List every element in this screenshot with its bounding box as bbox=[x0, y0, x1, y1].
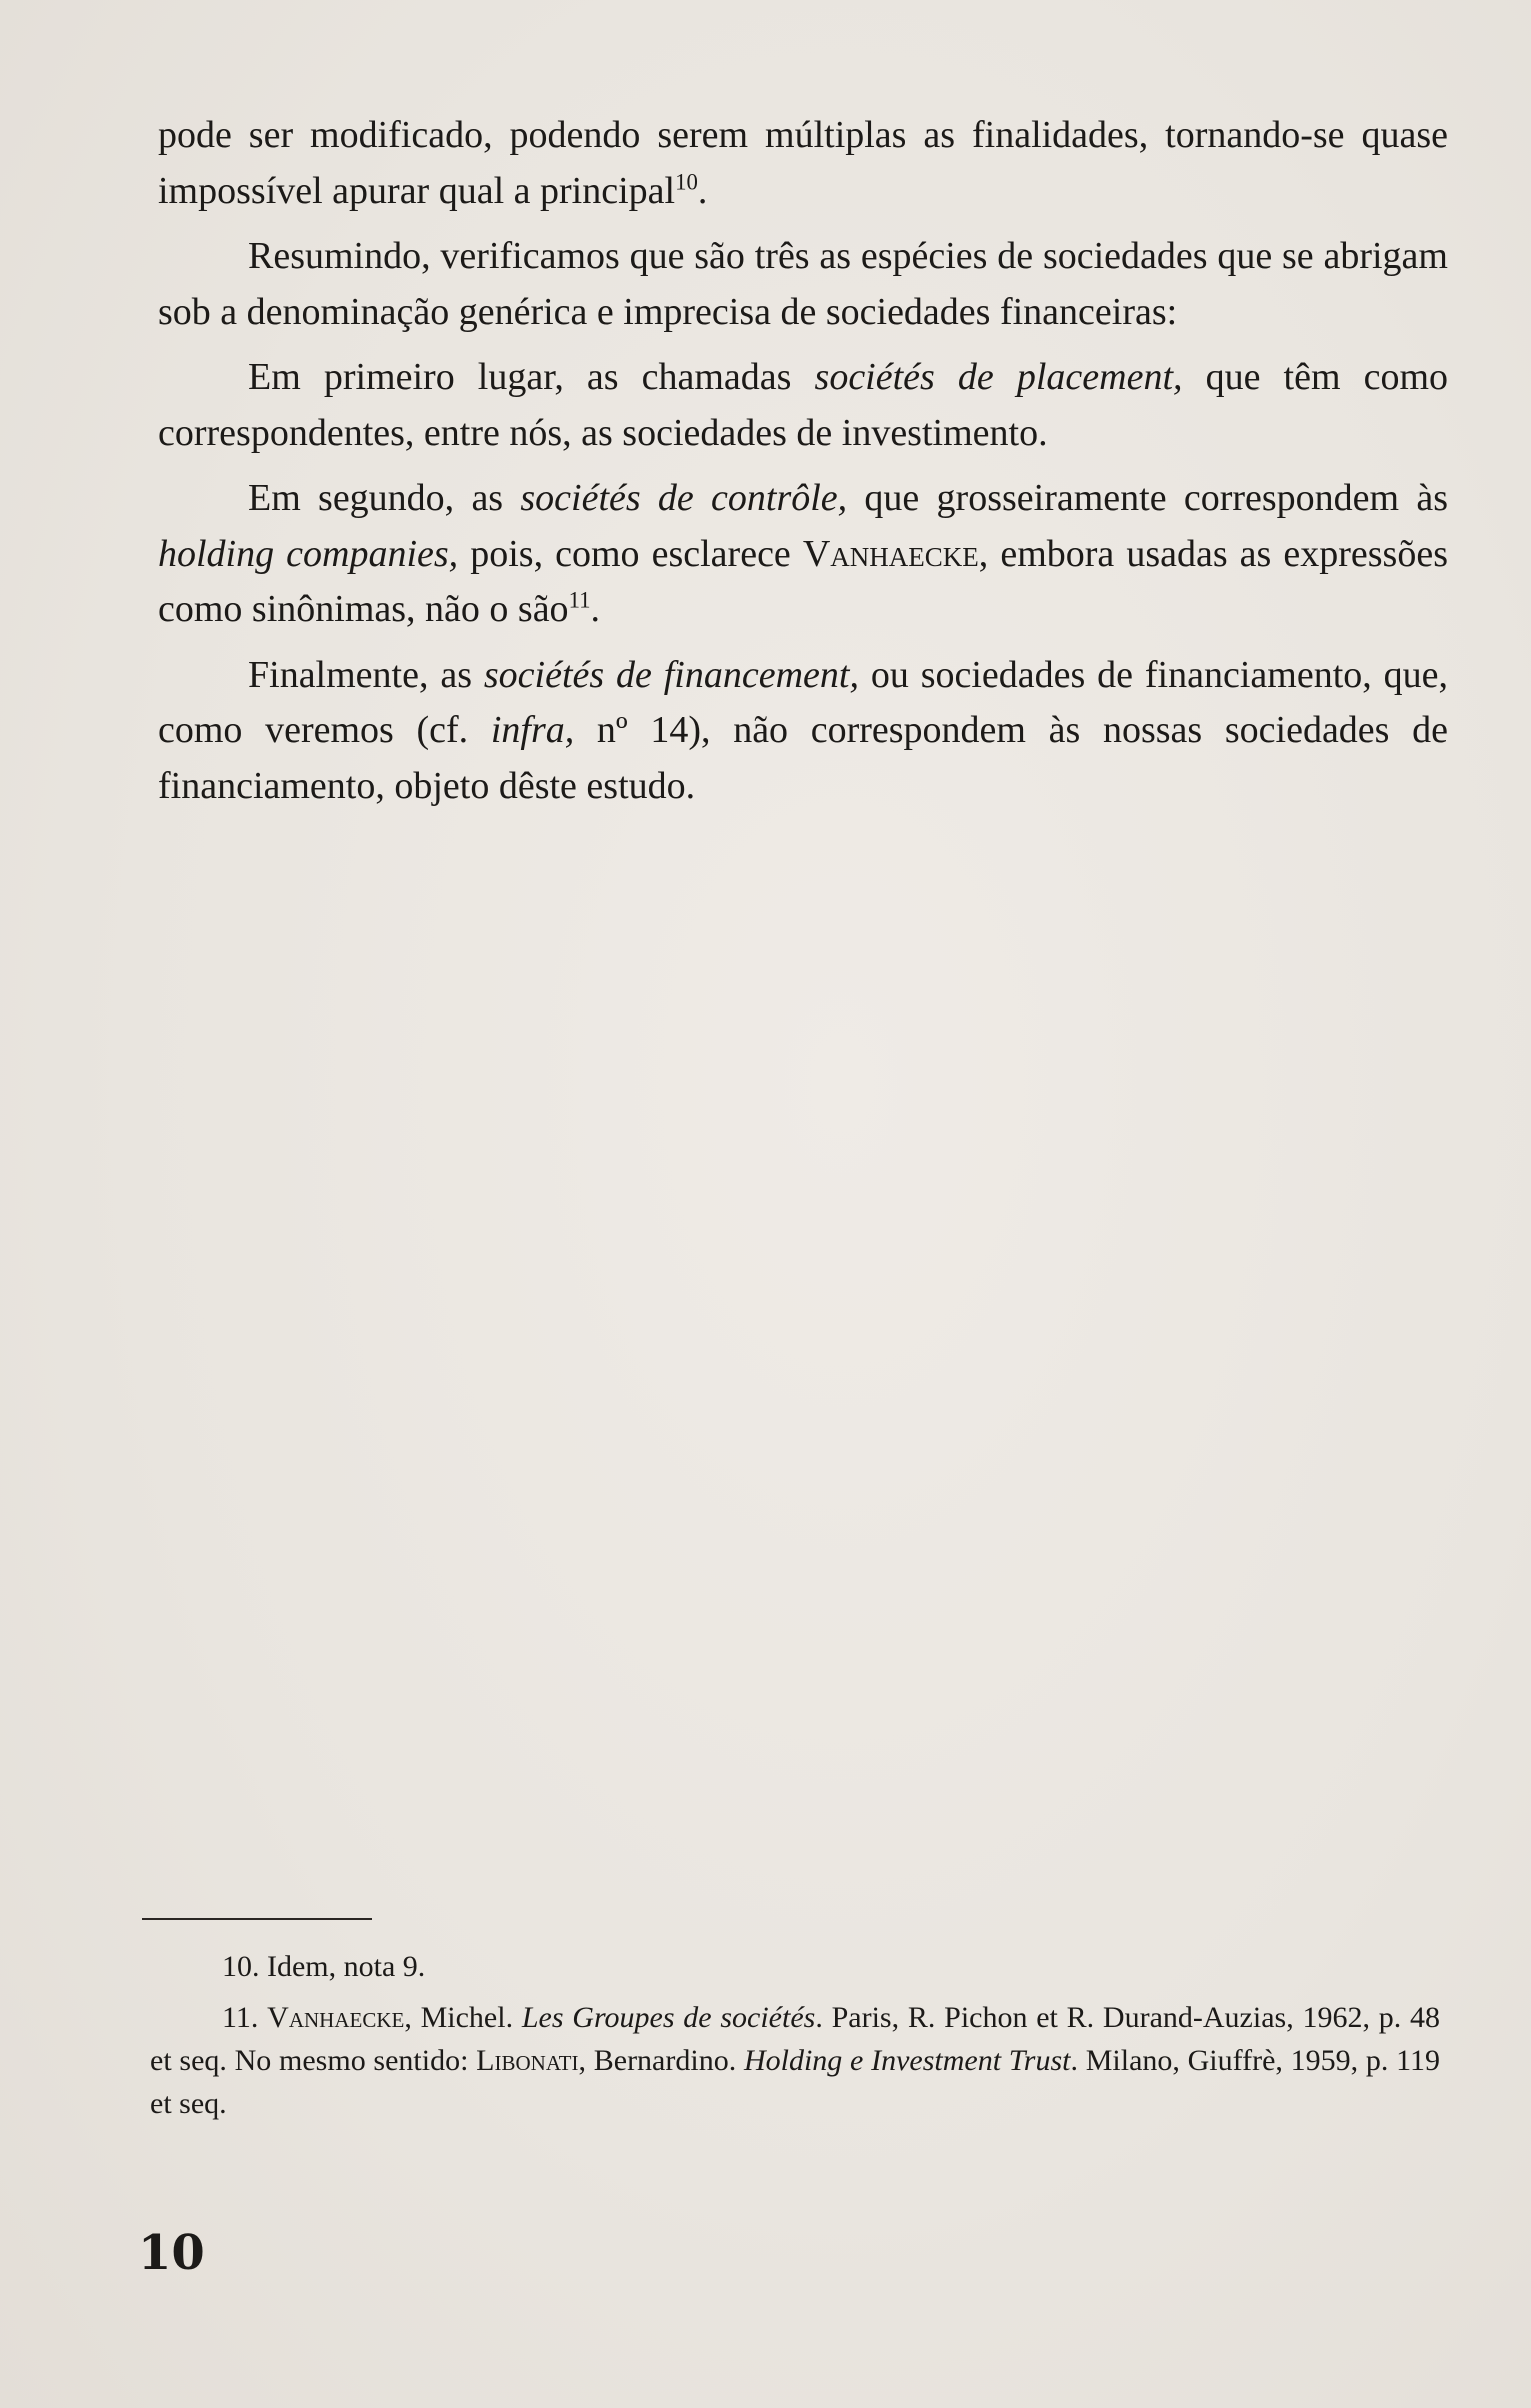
footnote-ref-10[interactable]: 10 bbox=[675, 168, 698, 194]
paragraph-5: Finalmente, as sociétés de financement, ou sociedades de financiamento, que, como veremos (cf. infra, nº 14), não correspondem às nossas sociedades de financiamento, objeto dêste estudo. bbox=[158, 653, 1448, 807]
italic-term-financement: sociétés de financement, bbox=[483, 653, 859, 696]
footnote-10: 10. Idem, nota 9. bbox=[222, 1950, 426, 1983]
italic-term-placement: sociétés de placement, bbox=[814, 356, 1183, 398]
footnote-ref-11[interactable]: 11 bbox=[568, 587, 591, 613]
paragraph-3: Em primeiro lugar, as chamadas sociétés de placement, que têm como correspondentes, entre nós, as sociedades de investimento. bbox=[158, 356, 1449, 454]
page-number: 10 bbox=[138, 2225, 205, 2281]
paragraph-4: Em segundo, as sociétés de contrôle, que grosseiramente correspondem às holding companies, pois, como esclarece Vanhaecke, embora usadas as expressões como sinônimas, não o são$^{11}$. bbox=[158, 477, 1449, 630]
italic-term-infra: infra, bbox=[490, 709, 575, 751]
footnote-11: 11. Vanhaecke, Michel. Les Groupes de sociétés. Paris, R. Pichon et R. Durand-Auzias, 1962, p. 48 et seq. No mesmo sentido: Libonati, Bernardino. Holding e Investment Trust. Milano, Giuffrè, 1959, p. 119 et seq. bbox=[150, 2001, 1440, 2120]
footnote-divider bbox=[142, 1918, 372, 1920]
footnotes bbox=[150, 1945, 1440, 2133]
body-text bbox=[158, 108, 1448, 824]
footnote-title-groupes: Les Groupes de sociétés bbox=[521, 2001, 816, 2034]
author-name-vanhaecke: Vanhaecke bbox=[802, 532, 979, 575]
italic-term-controle: sociétés de contrôle, bbox=[520, 477, 848, 519]
paragraph-2: Resumindo, verificamos que são três as espécies de sociedades que se abrigam sob a denominação genérica e imprecisa de sociedades financeiras: bbox=[158, 235, 1448, 333]
footnote-author-vanhaecke: Vanhaecke bbox=[267, 2001, 405, 2034]
footnote-author-libonati: Libonati bbox=[476, 2044, 579, 2077]
paragraph-1: pode ser modificado, podendo serem múltiplas as finalidades, tornando-se quase impossível apurar qual a principal$^{10}$. bbox=[158, 114, 1448, 212]
italic-term-holding: holding companies, bbox=[158, 532, 459, 575]
footnote-title-holding: Holding e Investment Trust bbox=[743, 2044, 1071, 2077]
